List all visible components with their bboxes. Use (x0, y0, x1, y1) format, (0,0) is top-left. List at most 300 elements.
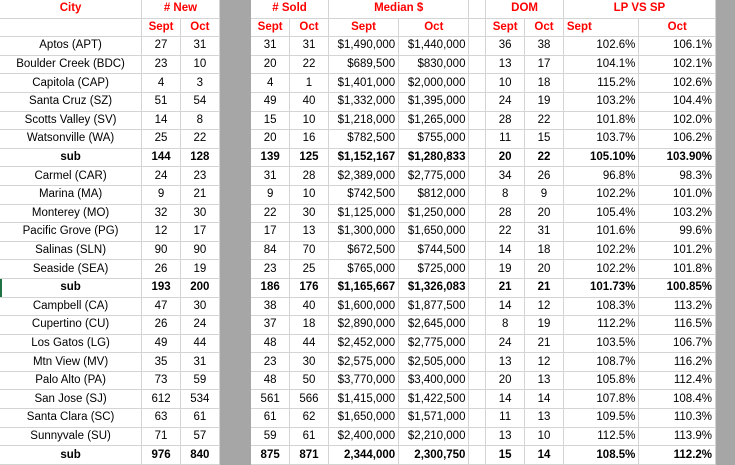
sold-sept-cell[interactable]: 20 (251, 130, 290, 149)
empty-cell[interactable] (469, 167, 486, 186)
new-oct-cell[interactable]: 24 (180, 316, 219, 335)
lpsp-oct-cell[interactable]: 101.8% (639, 260, 716, 279)
dom-oct-cell[interactable]: 13 (525, 409, 564, 428)
lpsp-oct-cell[interactable]: 102.1% (639, 55, 716, 74)
lpsp-sept-cell[interactable]: 101.6% (563, 223, 639, 242)
new-oct-cell[interactable]: 30 (180, 297, 219, 316)
city-cell[interactable]: sub (0, 148, 142, 167)
sold-oct-cell[interactable]: 62 (290, 409, 329, 428)
median-oct-cell[interactable]: $725,000 (399, 260, 469, 279)
median-sept-cell[interactable]: $2,400,000 (328, 427, 398, 446)
median-sept-cell[interactable]: $1,165,667 (328, 278, 398, 297)
dom-oct-cell[interactable]: 17 (525, 55, 564, 74)
median-sept-cell[interactable]: $689,500 (328, 55, 398, 74)
sold-sept-cell[interactable]: 9 (251, 185, 290, 204)
sold-sept-cell[interactable]: 23 (251, 260, 290, 279)
lpsp-oct-cell[interactable]: 108.4% (639, 390, 716, 409)
sold-sept-cell[interactable]: 15 (251, 111, 290, 130)
city-cell[interactable]: San Jose (SJ) (0, 390, 142, 409)
dom-oct-cell[interactable]: 18 (525, 74, 564, 93)
sold-sept-cell[interactable]: 84 (251, 241, 290, 260)
median-oct-cell[interactable]: $2,775,000 (399, 334, 469, 353)
median-sept-cell[interactable]: $782,500 (328, 130, 398, 149)
city-cell[interactable]: Palo Alto (PA) (0, 371, 142, 390)
lpsp-oct-cell[interactable]: 112.4% (639, 371, 716, 390)
lpsp-oct-cell[interactable]: 102.6% (639, 74, 716, 93)
median-sept-cell[interactable]: $1,490,000 (328, 37, 398, 56)
median-oct-cell[interactable]: $2,000,000 (399, 74, 469, 93)
empty-cell[interactable] (469, 0, 486, 18)
sold-sept-cell[interactable]: 31 (251, 37, 290, 56)
header-lpsp[interactable]: LP VS SP (563, 0, 715, 18)
empty-cell[interactable] (469, 111, 486, 130)
lpsp-sept-cell[interactable]: 108.5% (563, 446, 639, 465)
new-sept-cell[interactable]: 4 (142, 74, 181, 93)
sold-oct-cell[interactable]: 50 (290, 371, 329, 390)
sold-sept-cell[interactable]: 186 (251, 278, 290, 297)
median-sept-cell[interactable]: $1,125,000 (328, 204, 398, 223)
empty-cell[interactable] (469, 223, 486, 242)
median-oct-cell[interactable]: $812,000 (399, 185, 469, 204)
median-sept-cell[interactable]: 2,344,000 (328, 446, 398, 465)
dom-oct-cell[interactable]: 12 (525, 353, 564, 372)
city-cell[interactable]: sub (0, 278, 142, 297)
sold-sept-cell[interactable]: 17 (251, 223, 290, 242)
lpsp-sept-cell[interactable]: 105.8% (563, 371, 639, 390)
empty-cell[interactable] (469, 74, 486, 93)
dom-oct-cell[interactable]: 15 (525, 130, 564, 149)
sold-sept-cell[interactable]: 48 (251, 334, 290, 353)
new-sept-cell[interactable]: 193 (142, 278, 181, 297)
sold-oct-cell[interactable]: 10 (290, 111, 329, 130)
median-oct-cell[interactable]: $1,395,000 (399, 92, 469, 111)
sold-sept-cell[interactable]: 23 (251, 353, 290, 372)
city-cell[interactable]: Capitola (CAP) (0, 74, 142, 93)
city-cell[interactable]: Salinas (SLN) (0, 241, 142, 260)
dom-sept-cell[interactable]: 14 (486, 390, 525, 409)
new-sept-cell[interactable]: 35 (142, 353, 181, 372)
dom-sept-cell[interactable]: 11 (486, 409, 525, 428)
sold-oct-cell[interactable]: 566 (290, 390, 329, 409)
sold-oct-cell[interactable]: 40 (290, 92, 329, 111)
dom-oct-cell[interactable]: 18 (525, 241, 564, 260)
sold-oct-cell[interactable]: 1 (290, 74, 329, 93)
sold-sept-cell[interactable]: 59 (251, 427, 290, 446)
new-sept-cell[interactable]: 73 (142, 371, 181, 390)
lpsp-oct-cell[interactable]: 106.1% (639, 37, 716, 56)
lpsp-oct-cell[interactable]: 99.6% (639, 223, 716, 242)
dom-oct-cell[interactable]: 19 (525, 92, 564, 111)
dom-sept-cell[interactable]: 8 (486, 316, 525, 335)
city-cell[interactable]: sub (0, 446, 142, 465)
city-cell[interactable]: Santa Clara (SC) (0, 409, 142, 428)
subheader-dom-oct[interactable]: Oct (525, 18, 564, 37)
new-sept-cell[interactable]: 14 (142, 111, 181, 130)
new-oct-cell[interactable]: 840 (180, 446, 219, 465)
header-sold[interactable]: # Sold (251, 0, 329, 18)
gap-cell (716, 167, 735, 186)
lpsp-oct-cell[interactable]: 103.90% (639, 148, 716, 167)
dom-sept-cell[interactable]: 13 (486, 55, 525, 74)
lpsp-sept-cell[interactable]: 108.7% (563, 353, 639, 372)
new-oct-cell[interactable]: 57 (180, 427, 219, 446)
empty-cell[interactable] (469, 92, 486, 111)
median-sept-cell[interactable]: $1,152,167 (328, 148, 398, 167)
median-sept-cell[interactable]: $2,575,000 (328, 353, 398, 372)
empty-cell[interactable] (469, 371, 486, 390)
median-oct-cell[interactable]: $830,000 (399, 55, 469, 74)
new-oct-cell[interactable]: 59 (180, 371, 219, 390)
dom-sept-cell[interactable]: 13 (486, 427, 525, 446)
lpsp-sept-cell[interactable]: 112.2% (563, 316, 639, 335)
empty-cell[interactable] (469, 130, 486, 149)
new-oct-cell[interactable]: 31 (180, 37, 219, 56)
dom-sept-cell[interactable]: 8 (486, 185, 525, 204)
empty-cell[interactable] (469, 148, 486, 167)
new-sept-cell[interactable]: 90 (142, 241, 181, 260)
new-oct-cell[interactable]: 31 (180, 353, 219, 372)
median-sept-cell[interactable]: $1,650,000 (328, 409, 398, 428)
new-oct-cell[interactable]: 21 (180, 185, 219, 204)
median-sept-cell[interactable]: $2,389,000 (328, 167, 398, 186)
empty-cell[interactable] (469, 427, 486, 446)
median-sept-cell[interactable]: $742,500 (328, 185, 398, 204)
median-oct-cell[interactable]: $1,440,000 (399, 37, 469, 56)
median-oct-cell[interactable]: $2,505,000 (399, 353, 469, 372)
median-oct-cell[interactable]: 2,300,750 (399, 446, 469, 465)
dom-oct-cell[interactable]: 26 (525, 167, 564, 186)
empty-cell[interactable] (469, 390, 486, 409)
median-sept-cell[interactable]: $672,500 (328, 241, 398, 260)
new-sept-cell[interactable]: 25 (142, 130, 181, 149)
new-sept-cell[interactable]: 612 (142, 390, 181, 409)
dom-oct-cell[interactable]: 21 (525, 334, 564, 353)
header-median[interactable]: Median $ (328, 0, 469, 18)
sold-oct-cell[interactable]: 22 (290, 55, 329, 74)
new-oct-cell[interactable]: 22 (180, 130, 219, 149)
lpsp-sept-cell[interactable]: 115.2% (563, 74, 639, 93)
gap-cell (219, 446, 250, 465)
empty-cell[interactable] (469, 316, 486, 335)
new-sept-cell[interactable]: 24 (142, 167, 181, 186)
new-oct-cell[interactable]: 10 (180, 55, 219, 74)
median-sept-cell[interactable]: $1,401,000 (328, 74, 398, 93)
subheader-new-sept[interactable]: Sept (142, 18, 181, 37)
new-oct-cell[interactable]: 3 (180, 74, 219, 93)
new-oct-cell[interactable]: 534 (180, 390, 219, 409)
dom-sept-cell[interactable]: 13 (486, 353, 525, 372)
sold-oct-cell[interactable]: 31 (290, 37, 329, 56)
dom-oct-cell[interactable]: 20 (525, 260, 564, 279)
lpsp-sept-cell[interactable]: 108.3% (563, 297, 639, 316)
new-sept-cell[interactable]: 9 (142, 185, 181, 204)
header-dom[interactable]: DOM (486, 0, 564, 18)
lpsp-sept-cell[interactable]: 101.73% (563, 278, 639, 297)
sold-oct-cell[interactable]: 871 (290, 446, 329, 465)
sold-sept-cell[interactable]: 38 (251, 297, 290, 316)
median-sept-cell[interactable]: $1,218,000 (328, 111, 398, 130)
new-sept-cell[interactable]: 976 (142, 446, 181, 465)
new-sept-cell[interactable]: 23 (142, 55, 181, 74)
dom-sept-cell[interactable]: 21 (486, 278, 525, 297)
lpsp-sept-cell[interactable]: 103.2% (563, 92, 639, 111)
dom-oct-cell[interactable]: 14 (525, 390, 564, 409)
dom-sept-cell[interactable]: 28 (486, 111, 525, 130)
dom-oct-cell[interactable]: 22 (525, 111, 564, 130)
lpsp-oct-cell[interactable]: 116.5% (639, 316, 716, 335)
new-sept-cell[interactable]: 144 (142, 148, 181, 167)
dom-sept-cell[interactable]: 20 (486, 371, 525, 390)
sold-oct-cell[interactable]: 40 (290, 297, 329, 316)
median-oct-cell[interactable]: $1,265,000 (399, 111, 469, 130)
empty-cell[interactable] (469, 409, 486, 428)
lpsp-sept-cell[interactable]: 102.2% (563, 185, 639, 204)
median-oct-cell[interactable]: $1,571,000 (399, 409, 469, 428)
city-cell[interactable]: Aptos (APT) (0, 37, 142, 56)
new-sept-cell[interactable]: 26 (142, 260, 181, 279)
lpsp-sept-cell[interactable]: 102.6% (563, 37, 639, 56)
lpsp-sept-cell[interactable]: 102.2% (563, 241, 639, 260)
dom-oct-cell[interactable]: 20 (525, 204, 564, 223)
dom-oct-cell[interactable]: 22 (525, 148, 564, 167)
sold-oct-cell[interactable]: 16 (290, 130, 329, 149)
lpsp-sept-cell[interactable]: 103.5% (563, 334, 639, 353)
lpsp-oct-cell[interactable]: 116.2% (639, 353, 716, 372)
new-sept-cell[interactable]: 26 (142, 316, 181, 335)
lpsp-oct-cell[interactable]: 113.2% (639, 297, 716, 316)
median-oct-cell[interactable]: $2,210,000 (399, 427, 469, 446)
empty-cell[interactable] (469, 185, 486, 204)
dom-sept-cell[interactable]: 10 (486, 74, 525, 93)
median-oct-cell[interactable]: $755,000 (399, 130, 469, 149)
dom-sept-cell[interactable]: 14 (486, 297, 525, 316)
sold-sept-cell[interactable]: 875 (251, 446, 290, 465)
dom-oct-cell[interactable]: 9 (525, 185, 564, 204)
new-sept-cell[interactable]: 47 (142, 297, 181, 316)
median-oct-cell[interactable]: $2,775,000 (399, 167, 469, 186)
dom-oct-cell[interactable]: 12 (525, 297, 564, 316)
sold-oct-cell[interactable]: 28 (290, 167, 329, 186)
empty-cell[interactable] (469, 260, 486, 279)
sold-sept-cell[interactable]: 61 (251, 409, 290, 428)
new-sept-cell[interactable]: 71 (142, 427, 181, 446)
new-oct-cell[interactable]: 128 (180, 148, 219, 167)
median-oct-cell[interactable]: $2,645,000 (399, 316, 469, 335)
dom-oct-cell[interactable]: 10 (525, 427, 564, 446)
sold-oct-cell[interactable]: 30 (290, 204, 329, 223)
sold-oct-cell[interactable]: 10 (290, 185, 329, 204)
city-cell[interactable]: Boulder Creek (BDC) (0, 55, 142, 74)
header-new[interactable]: # New (142, 0, 220, 18)
empty-cell[interactable] (469, 334, 486, 353)
dom-sept-cell[interactable]: 28 (486, 204, 525, 223)
sold-sept-cell[interactable]: 20 (251, 55, 290, 74)
lpsp-oct-cell[interactable]: 102.0% (639, 111, 716, 130)
lpsp-sept-cell[interactable]: 103.7% (563, 130, 639, 149)
city-cell[interactable]: Seaside (SEA) (0, 260, 142, 279)
dom-oct-cell[interactable]: 31 (525, 223, 564, 242)
median-oct-cell[interactable]: $744,500 (399, 241, 469, 260)
sold-sept-cell[interactable]: 561 (251, 390, 290, 409)
lpsp-oct-cell[interactable]: 110.3% (639, 409, 716, 428)
lpsp-sept-cell[interactable]: 101.8% (563, 111, 639, 130)
new-sept-cell[interactable]: 51 (142, 92, 181, 111)
lpsp-oct-cell[interactable]: 106.7% (639, 334, 716, 353)
new-oct-cell[interactable]: 23 (180, 167, 219, 186)
median-sept-cell[interactable]: $1,415,000 (328, 390, 398, 409)
new-oct-cell[interactable]: 61 (180, 409, 219, 428)
city-cell[interactable]: Sunnyvale (SU) (0, 427, 142, 446)
lpsp-oct-cell[interactable]: 106.2% (639, 130, 716, 149)
gap-cell (716, 204, 735, 223)
subheader-median-oct[interactable]: Oct (399, 18, 469, 37)
new-oct-cell[interactable]: 8 (180, 111, 219, 130)
lpsp-sept-cell[interactable]: 107.8% (563, 390, 639, 409)
empty-cell[interactable] (469, 241, 486, 260)
empty-cell[interactable] (469, 297, 486, 316)
subheader-sold-oct[interactable]: Oct (290, 18, 329, 37)
new-sept-cell[interactable]: 63 (142, 409, 181, 428)
city-cell[interactable]: Marina (MA) (0, 185, 142, 204)
sold-oct-cell[interactable]: 13 (290, 223, 329, 242)
sold-sept-cell[interactable]: 22 (251, 204, 290, 223)
median-oct-cell[interactable]: $1,650,000 (399, 223, 469, 242)
city-cell[interactable]: Los Gatos (LG) (0, 334, 142, 353)
median-oct-cell[interactable]: $1,422,500 (399, 390, 469, 409)
median-sept-cell[interactable]: $1,332,000 (328, 92, 398, 111)
empty-cell[interactable] (469, 204, 486, 223)
new-oct-cell[interactable]: 200 (180, 278, 219, 297)
header-row (0, 0, 735, 18)
lpsp-oct-cell[interactable]: 113.9% (639, 427, 716, 446)
lpsp-sept-cell[interactable]: 112.5% (563, 427, 639, 446)
lpsp-sept-cell[interactable]: 105.4% (563, 204, 639, 223)
lpsp-sept-cell[interactable]: 109.5% (563, 409, 639, 428)
header-city[interactable]: City (0, 0, 142, 18)
median-oct-cell[interactable]: $3,400,000 (399, 371, 469, 390)
dom-sept-cell[interactable]: 36 (486, 37, 525, 56)
sold-sept-cell[interactable]: 48 (251, 371, 290, 390)
lpsp-sept-cell[interactable]: 102.2% (563, 260, 639, 279)
median-sept-cell[interactable]: $1,600,000 (328, 297, 398, 316)
lpsp-sept-cell[interactable]: 104.1% (563, 55, 639, 74)
subheader-dom-sept[interactable]: Sept (486, 18, 525, 37)
median-sept-cell[interactable]: $2,452,000 (328, 334, 398, 353)
dom-sept-cell[interactable]: 24 (486, 92, 525, 111)
lpsp-oct-cell[interactable]: 112.2% (639, 446, 716, 465)
city-cell[interactable]: Campbell (CA) (0, 297, 142, 316)
sold-oct-cell[interactable]: 125 (290, 148, 329, 167)
new-sept-cell[interactable]: 32 (142, 204, 181, 223)
sold-oct-cell[interactable]: 25 (290, 260, 329, 279)
subheader-new-oct[interactable]: Oct (180, 18, 219, 37)
subheader-median-sept[interactable]: Sept (328, 18, 398, 37)
new-sept-cell[interactable]: 12 (142, 223, 181, 242)
lpsp-oct-cell[interactable]: 100.85% (639, 278, 716, 297)
dom-sept-cell[interactable]: 14 (486, 241, 525, 260)
dom-oct-cell[interactable]: 19 (525, 316, 564, 335)
new-oct-cell[interactable]: 90 (180, 241, 219, 260)
empty-cell[interactable] (469, 18, 486, 37)
median-oct-cell[interactable]: $1,877,500 (399, 297, 469, 316)
lpsp-oct-cell[interactable]: 98.3% (639, 167, 716, 186)
lpsp-oct-cell[interactable]: 101.2% (639, 241, 716, 260)
median-sept-cell[interactable]: $2,890,000 (328, 316, 398, 335)
sold-oct-cell[interactable]: 30 (290, 353, 329, 372)
median-oct-cell[interactable]: $1,280,833 (399, 148, 469, 167)
dom-oct-cell[interactable]: 14 (525, 446, 564, 465)
median-oct-cell[interactable]: $1,250,000 (399, 204, 469, 223)
sold-oct-cell[interactable]: 18 (290, 316, 329, 335)
new-oct-cell[interactable]: 44 (180, 334, 219, 353)
lpsp-oct-cell[interactable]: 103.2% (639, 204, 716, 223)
dom-oct-cell[interactable]: 21 (525, 278, 564, 297)
median-oct-cell[interactable]: $1,326,083 (399, 278, 469, 297)
new-oct-cell[interactable]: 17 (180, 223, 219, 242)
lpsp-sept-cell[interactable]: 96.8% (563, 167, 639, 186)
dom-sept-cell[interactable]: 22 (486, 223, 525, 242)
sold-sept-cell[interactable]: 49 (251, 92, 290, 111)
dom-sept-cell[interactable]: 11 (486, 130, 525, 149)
sold-sept-cell[interactable]: 139 (251, 148, 290, 167)
new-sept-cell[interactable]: 27 (142, 37, 181, 56)
empty-cell[interactable] (469, 353, 486, 372)
city-cell[interactable]: Carmel (CAR) (0, 167, 142, 186)
empty-cell[interactable] (469, 446, 486, 465)
sold-oct-cell[interactable]: 70 (290, 241, 329, 260)
sold-sept-cell[interactable]: 37 (251, 316, 290, 335)
median-sept-cell[interactable]: $765,000 (328, 260, 398, 279)
city-cell[interactable]: Mtn View (MV) (0, 353, 142, 372)
lpsp-oct-cell[interactable]: 104.4% (639, 92, 716, 111)
city-cell[interactable]: Scotts Valley (SV) (0, 111, 142, 130)
subheader-lpsp-sept[interactable]: Sept (563, 18, 639, 37)
new-sept-cell[interactable]: 49 (142, 334, 181, 353)
median-sept-cell[interactable]: $3,770,000 (328, 371, 398, 390)
lpsp-sept-cell[interactable]: 105.10% (563, 148, 639, 167)
subheader-lpsp-oct[interactable]: Oct (639, 18, 716, 37)
sold-oct-cell[interactable]: 44 (290, 334, 329, 353)
city-cell[interactable]: Watsonville (WA) (0, 130, 142, 149)
dom-oct-cell[interactable]: 13 (525, 371, 564, 390)
city-cell[interactable]: Pacific Grove (PG) (0, 223, 142, 242)
dom-sept-cell[interactable]: 34 (486, 167, 525, 186)
sold-oct-cell[interactable]: 176 (290, 278, 329, 297)
new-oct-cell[interactable]: 54 (180, 92, 219, 111)
new-oct-cell[interactable]: 30 (180, 204, 219, 223)
empty-cell[interactable] (469, 37, 486, 56)
dom-sept-cell[interactable]: 15 (486, 446, 525, 465)
city-cell[interactable]: Santa Cruz (SZ) (0, 92, 142, 111)
empty-cell[interactable] (0, 18, 142, 37)
dom-sept-cell[interactable]: 20 (486, 148, 525, 167)
sold-sept-cell[interactable]: 31 (251, 167, 290, 186)
dom-sept-cell[interactable]: 24 (486, 334, 525, 353)
sold-sept-cell[interactable]: 4 (251, 74, 290, 93)
city-cell[interactable]: Monterey (MO) (0, 204, 142, 223)
dom-sept-cell[interactable]: 19 (486, 260, 525, 279)
empty-cell[interactable] (469, 278, 486, 297)
gap-cell (219, 185, 250, 204)
median-sept-cell[interactable]: $1,300,000 (328, 223, 398, 242)
lpsp-oct-cell[interactable]: 101.0% (639, 185, 716, 204)
city-cell[interactable]: Cupertino (CU) (0, 316, 142, 335)
new-oct-cell[interactable]: 19 (180, 260, 219, 279)
sold-oct-cell[interactable]: 61 (290, 427, 329, 446)
empty-cell[interactable] (469, 55, 486, 74)
dom-oct-cell[interactable]: 38 (525, 37, 564, 56)
subheader-sold-sept[interactable]: Sept (251, 18, 290, 37)
